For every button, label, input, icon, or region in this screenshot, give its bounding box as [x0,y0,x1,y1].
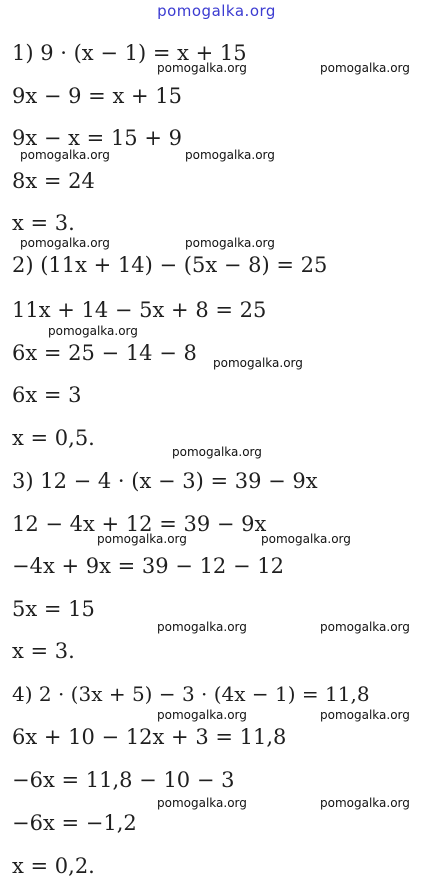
equation-line: 8x = 24 [12,169,95,193]
equation-line: 6x = 3 [12,383,82,407]
equation-line: −6x = −1,2 [12,811,137,835]
equation-line: x = 0,5. [12,426,95,450]
equation-line: 6x = 25 − 14 − 8 [12,341,197,365]
equation-line: 2) (11x + 14) − (5x − 8) = 25 [12,253,328,277]
equation-line: 12 − 4x + 12 = 39 − 9x [12,512,267,536]
watermark: pomogalka.org [20,148,110,162]
watermark: pomogalka.org [185,236,275,250]
equation-line: 1) 9 · (x − 1) = x + 15 [12,41,247,65]
watermark: pomogalka.org [157,61,247,75]
equation-line: −4x + 9x = 39 − 12 − 12 [12,554,284,578]
watermark: pomogalka.org [157,796,247,810]
watermark: pomogalka.org [157,708,247,722]
equation-line: −6x = 11,8 − 10 − 3 [12,768,235,792]
equation-line: 4) 2 · (3x + 5) − 3 · (4x − 1) = 11,8 [12,682,370,706]
watermark: pomogalka.org [97,532,187,546]
equation-line: 9x − x = 15 + 9 [12,126,182,150]
equation-line: 6x + 10 − 12x + 3 = 11,8 [12,725,287,749]
equation-line: x = 0,2. [12,854,95,878]
watermark: pomogalka.org [261,532,351,546]
equation-line: 11x + 14 − 5x + 8 = 25 [12,298,267,322]
equation-line: x = 3. [12,639,75,663]
watermark: pomogalka.org [320,620,410,634]
equation-line: 3) 12 − 4 · (x − 3) = 39 − 9x [12,469,318,493]
equation-line: 9x − 9 = x + 15 [12,84,182,108]
watermark: pomogalka.org [320,61,410,75]
watermark: pomogalka.org [185,148,275,162]
watermark: pomogalka.org [157,620,247,634]
watermark: pomogalka.org [320,796,410,810]
watermark: pomogalka.org [213,356,303,370]
equation-line: 5x = 15 [12,597,95,621]
watermark: pomogalka.org [172,445,262,459]
watermark: pomogalka.org [48,324,138,338]
watermark: pomogalka.org [320,708,410,722]
equation-line: x = 3. [12,211,75,235]
site-header: pomogalka.org [157,2,276,20]
watermark: pomogalka.org [20,236,110,250]
